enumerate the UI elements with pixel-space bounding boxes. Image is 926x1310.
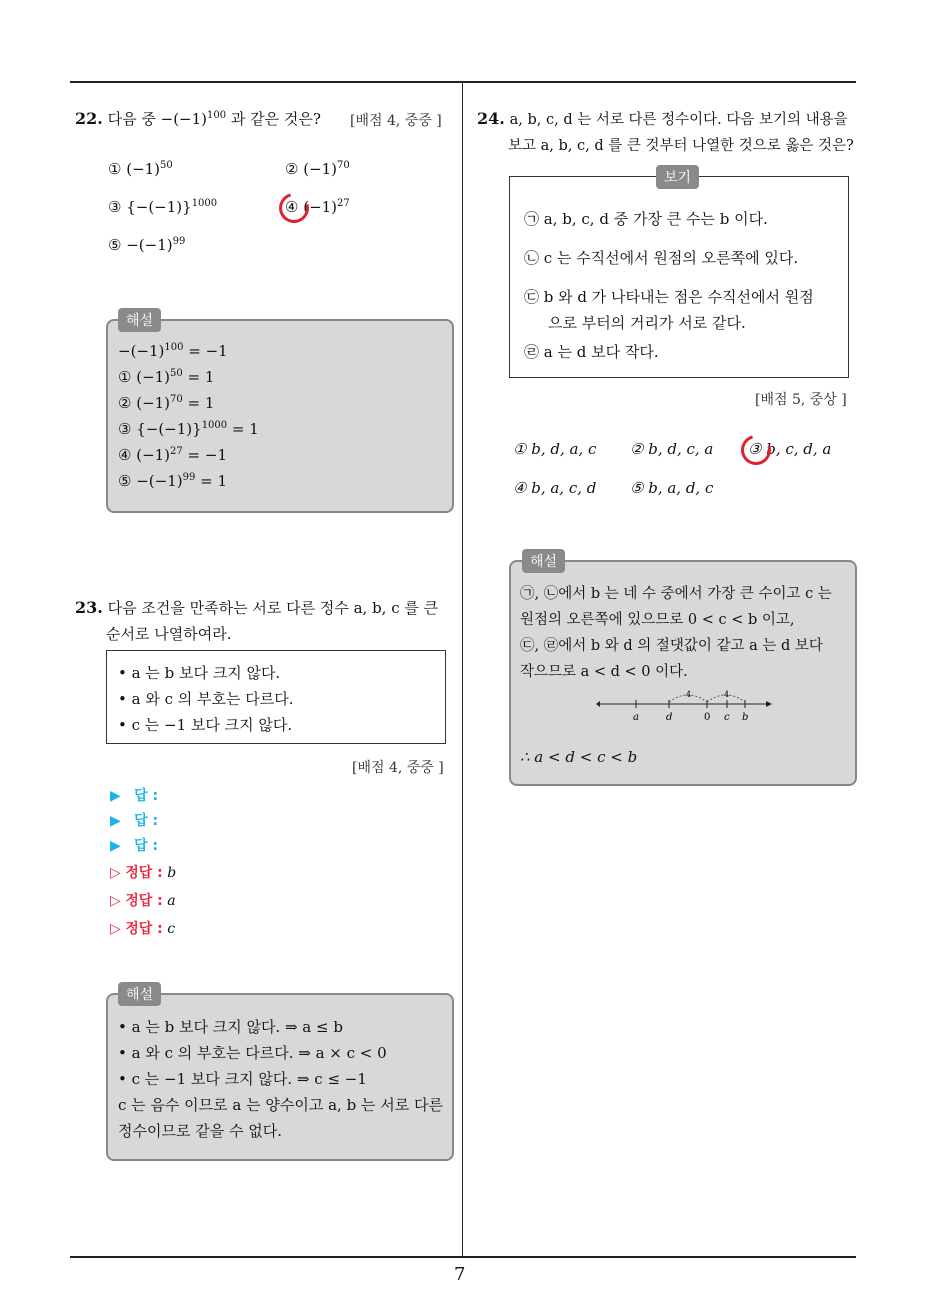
q23-solution-line: • a 는 b 보다 크지 않다. ⇒ a ≤ b: [118, 1018, 343, 1036]
q24-view-line: ㉡ c 는 수직선에서 원점의 오른쪽에 있다.: [524, 249, 799, 267]
q22-text-sup: 100: [207, 110, 227, 121]
q22-solution-line: ③ $\{-(-1)\}^{1000} = 1$: [118, 420, 259, 438]
bottom-rule: [70, 1256, 856, 1258]
q24-option-3[interactable]: ③ b, c, d, a: [748, 440, 832, 458]
q24-option-5[interactable]: ⑤ b, a, d, c: [630, 479, 714, 497]
q22-solution-line: ① $(-1)^{50} = 1$: [118, 368, 215, 386]
q23-correct-answer: ▷ 정답 : c: [110, 921, 176, 937]
q24-solution-tag: 해설: [522, 549, 565, 573]
q23-answer-row[interactable]: ▶ 답 :: [110, 838, 159, 854]
q23-number: 23.: [75, 598, 103, 617]
q24-solution-line: ㉠, ㉡에서 b 는 네 수 중에서 가장 큰 수이고 c 는: [520, 586, 832, 602]
q24-solution-line: 원점의 오른쪽에 있으므로 0 < c < b 이고,: [520, 612, 795, 628]
q22-score: [배점 4, 중중 ]: [350, 113, 442, 129]
q24-view-line: ㉠ a, b, c, d 중 가장 큰 수는 b 이다.: [524, 210, 768, 228]
q23-condition: • a 는 b 보다 크지 않다.: [118, 664, 281, 682]
q23-solution-line: • c 는 −1 보다 크지 않다. ⇒ c ≤ −1: [118, 1070, 367, 1088]
q24-view-line: 으로 부터의 거리가 서로 같다.: [548, 314, 746, 332]
q22-text: 다음 중 −(−1): [107, 110, 208, 128]
q23-answer-row[interactable]: ▶ 답 :: [110, 813, 159, 829]
q22-option-5[interactable]: ⑤ $-(-1)^{99}$: [108, 236, 186, 254]
q23-answer-row[interactable]: ▶ 답 :: [110, 788, 159, 804]
q22-option-2[interactable]: ② $(-1)^{70}$: [285, 160, 350, 178]
numberline-distance: 4: [724, 690, 730, 699]
q24-option-2[interactable]: ② b, d, c, a: [630, 440, 714, 458]
q22-text-end: 과 같은 것은?: [226, 110, 321, 128]
numberline-label: 0: [704, 712, 711, 723]
q22-solution-line: ② $(-1)^{70} = 1$: [118, 394, 215, 412]
page-number: 7: [454, 1264, 466, 1285]
numberline-label: c: [724, 712, 730, 723]
q24-number-line: [596, 690, 776, 724]
numberline-label: d: [666, 712, 673, 723]
q23-condition: • a 와 c 의 부호는 다르다.: [118, 690, 294, 708]
q23-text-line1: 다음 조건을 만족하는 서로 다른 정수 a, b, c 를 큰: [107, 599, 439, 617]
q22-solution-line: ④ $(-1)^{27} = -1$: [118, 446, 227, 464]
q22-option-3[interactable]: ③ $\{-(-1)\}^{1000}$: [108, 198, 218, 216]
q24-solution-line: 작으므로 a < d < 0 이다.: [520, 664, 688, 680]
q24-text-line1: a, b, c, d 는 서로 다른 정수이다. 다음 보기의 내용을: [509, 112, 848, 128]
q24-solution-line: ㉢, ㉣에서 b 와 d 의 절댓값이 같고 a 는 d 보다: [520, 638, 823, 654]
q22-option-4[interactable]: ④ $(-1)^{27}$: [285, 198, 350, 216]
q24-text-line2: 보고 a, b, c, d 를 큰 것부터 나열한 것으로 옳은 것은?: [508, 138, 854, 154]
question-22: [75, 108, 321, 129]
q24-conclusion: ∴ a < d < c < b: [520, 748, 638, 766]
q24-score: [배점 5, 중상 ]: [755, 392, 847, 408]
q24-selected-circle-mark: [736, 430, 777, 471]
q23-score: [배점 4, 중중 ]: [352, 760, 444, 776]
question-23: [75, 597, 438, 618]
q24-view-line: ㉣ a 는 d 보다 작다.: [524, 343, 659, 361]
q23-solution-tag: 해설: [118, 982, 161, 1006]
q23-solution-line: • a 와 c 의 부호는 다르다. ⇒ a × c < 0: [118, 1044, 387, 1062]
q24-view-tag: 보기: [656, 165, 699, 189]
q24-option-1[interactable]: ① b, d, a, c: [513, 440, 597, 458]
column-divider: [462, 81, 463, 1258]
q22-solution-tag: 해설: [118, 308, 161, 332]
q23-condition: • c 는 −1 보다 크지 않다.: [118, 716, 293, 734]
q22-solution-line: $-(-1)^{100} = -1$: [118, 342, 228, 360]
q24-number: 24.: [477, 109, 505, 128]
q23-text-line2: 순서로 나열하여라.: [106, 625, 232, 643]
q24-view-line: ㉢ b 와 d 가 나타내는 점은 수직선에서 원점: [524, 288, 814, 306]
q23-correct-answer: ▷ 정답 : b: [110, 865, 177, 881]
q22-selected-circle-mark: [274, 188, 315, 229]
numberline-distance: 4: [686, 690, 692, 699]
numberline-label: a: [633, 712, 639, 723]
q24-option-4[interactable]: ④ b, a, c, d: [513, 479, 597, 497]
q23-solution-line: c 는 음수 이므로 a 는 양수이고 a, b 는 서로 다른: [118, 1096, 443, 1114]
q23-correct-answer: ▷ 정답 : a: [110, 893, 176, 909]
q22-option-1[interactable]: ① $(-1)^{50}$: [108, 160, 173, 178]
top-rule: [70, 81, 856, 83]
q22-number: 22.: [75, 109, 103, 128]
q23-solution-line: 정수이므로 같을 수 없다.: [118, 1122, 282, 1140]
question-24: [477, 108, 848, 129]
numberline-label: b: [742, 712, 749, 723]
q22-solution-line: ⑤ $-(-1)^{99} = 1$: [118, 472, 227, 490]
